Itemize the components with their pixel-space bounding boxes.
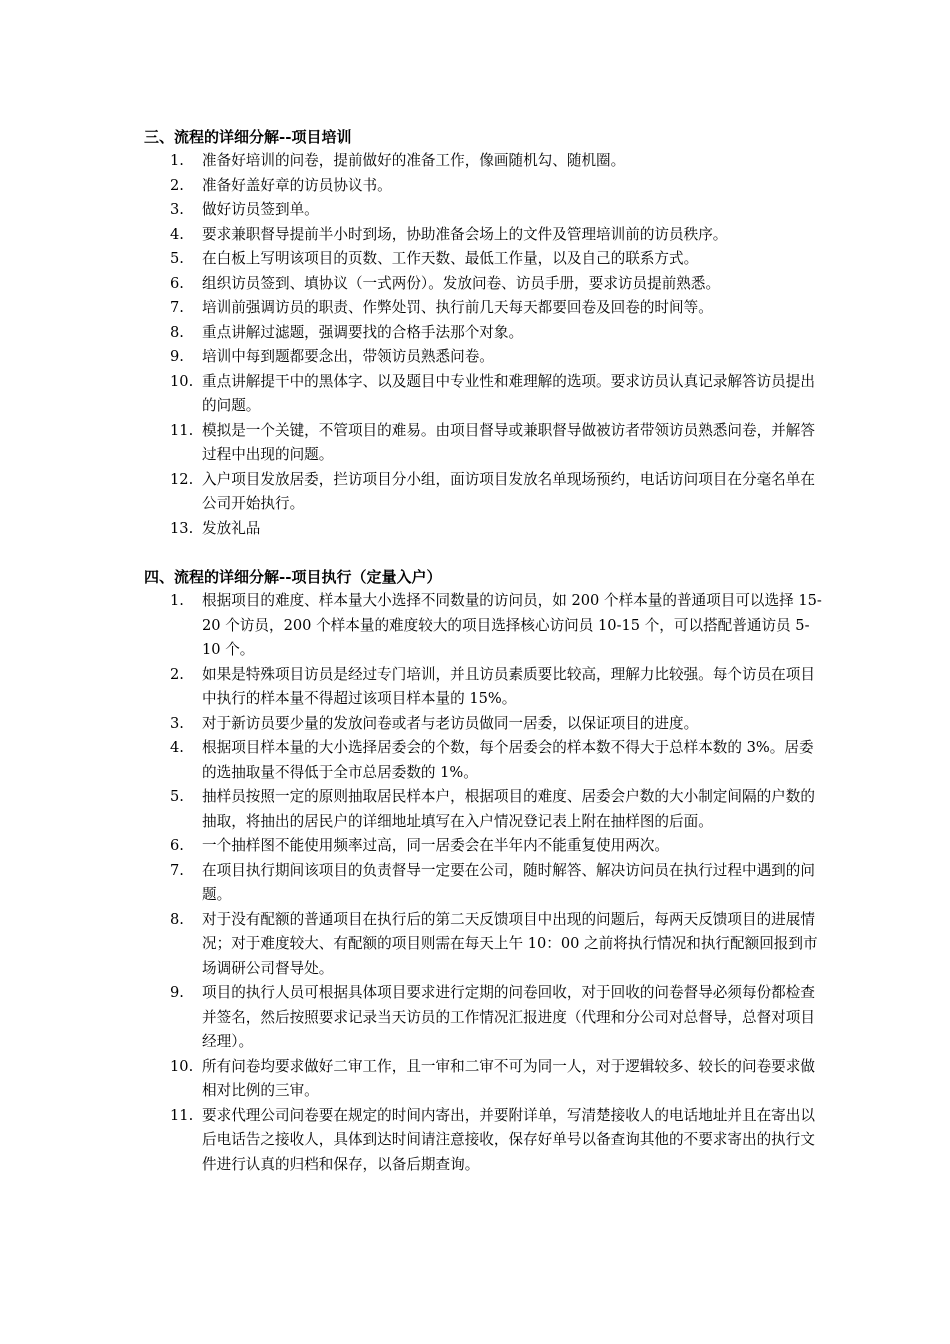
- list-item-text: 准备好培训的问卷，提前做好的准备工作，像画随机勾、随机圈。: [202, 152, 626, 169]
- section-execution: [144, 565, 824, 1177]
- list-item-number: 7.: [170, 299, 184, 316]
- list-item: [144, 223, 824, 248]
- list-item: [144, 517, 824, 542]
- list-item: [144, 712, 824, 737]
- list-item-number: 11.: [170, 1106, 194, 1124]
- list-item: [144, 198, 824, 223]
- list-item-text: 在白板上写明该项目的页数、工作天数、最低工作量，以及自己的联系方式。: [202, 250, 699, 267]
- list-item: [144, 174, 824, 199]
- list-item-text: 发放礼品: [202, 519, 261, 537]
- list-item-text: 项目的执行人员可根据具体项目要求进行定期的问卷回收，对于回收的问卷督导必须每份都检查并签名，然后按照要求记录当天访员的工作情况汇报进度（代理和分公司对总督导，总督对项目经理）。: [202, 984, 815, 1050]
- list-item-number: 2.: [170, 665, 184, 683]
- list-item: [144, 272, 824, 297]
- list-item-text: 要求代理公司问卷要在规定的时间内寄出，并要附详单，写清楚接收人的电话地址并且在寄出以后电话告之接收人，具体到达时间请注意接收，保存好单号以备查询其他的不要求寄出的执行文件进行认真的归档和保存，以备后期查询。: [202, 1106, 815, 1173]
- list-item-text: 所有问卷均要求做好二审工作，且一审和二审不可为同一人，对于逻辑较多、较长的问卷要求做相对比例的三审。: [202, 1057, 815, 1099]
- list-item-text: 一个抽样图不能使用频率过高，同一居委会在半年内不能重复使用两次。: [202, 837, 670, 854]
- list-item-number: 2.: [170, 176, 184, 194]
- section-title-execution: 四、流程的详细分解--项目执行（定量入户）: [144, 568, 442, 586]
- execution-list: [144, 589, 824, 1177]
- list-item-number: 4.: [170, 739, 184, 756]
- list-item-text: 根据项目样本量的大小选择居委会的个数，每个居委会的样本数不得大于总样本数的 3%。居委的选抽取量不得低于全市总居委数的 1%。: [202, 739, 814, 781]
- list-item-number: 1.: [170, 592, 184, 609]
- section-title-training: 三、流程的详细分解--项目培训: [144, 128, 352, 146]
- list-item-text: 准备好盖好章的访员协议书。: [202, 176, 392, 194]
- list-item: [144, 419, 824, 468]
- list-item-number: 6.: [170, 837, 184, 854]
- list-item-text: 对于新访员要少量的发放问卷或者与老访员做同一居委，以保证项目的进度。: [202, 714, 699, 732]
- list-item-number: 12.: [170, 470, 194, 488]
- section-spacer: [144, 541, 824, 565]
- list-item-number: 11.: [170, 421, 194, 439]
- list-item-number: 13.: [170, 519, 194, 537]
- list-item: [144, 1055, 824, 1104]
- list-item-number: 3.: [170, 201, 184, 218]
- list-item-number: 10.: [170, 372, 194, 390]
- list-item-number: 4.: [170, 225, 184, 243]
- list-item-text: 模拟是一个关键，不管项目的难易。由项目督导或兼职督导做被访者带领访员熟悉问卷，并解答过程中出现的问题。: [202, 421, 815, 463]
- list-item-number: 1.: [170, 152, 184, 169]
- list-item-text: 在项目执行期间该项目的负责督导一定要在公司，随时解答、解决访问员在执行过程中遇到的问题。: [202, 861, 815, 903]
- section-training: [144, 125, 824, 541]
- list-item-number: 9.: [170, 348, 184, 365]
- list-item-text: 要求兼职督导提前半小时到场，协助准备会场上的文件及管理培训前的访员秩序。: [202, 225, 728, 243]
- list-item: [144, 247, 824, 272]
- list-item: [144, 981, 824, 1055]
- list-item-text: 抽样员按照一定的原则抽取居民样本户，根据项目的难度、居委会户数的大小制定间隔的户数的抽取，将抽出的居民户的详细地址填写在入户情况登记表上附在抽样图的后面。: [202, 788, 815, 830]
- list-item-number: 5.: [170, 788, 184, 805]
- list-item-text: 对于没有配额的普通项目在执行后的第二天反馈项目中出现的问题后，每两天反馈项目的进展情况；对于难度较大、有配额的项目则需在每天上午 10：00 之前将执行情况和执行配额回报到市场调研公司督导处。: [202, 910, 818, 977]
- document-content: [144, 125, 824, 1177]
- list-item-text: 如果是特殊项目访员是经过专门培训，并且访员素质要比较高，理解力比较强。每个访员在项目中执行的样本量不得超过该项目样本量的 15%。: [202, 665, 815, 707]
- list-item-text: 组织访员签到、填协议（一式两份）。发放问卷、访员手册，要求访员提前熟悉。: [202, 274, 721, 292]
- list-item-number: 8.: [170, 910, 184, 928]
- list-item-text: 入户项目发放居委，拦访项目分小组，面访项目发放名单现场预约，电话访问项目在分毫名单在公司开始执行。: [202, 470, 815, 512]
- list-item: [144, 468, 824, 517]
- list-item: [144, 663, 824, 712]
- list-item: [144, 1104, 824, 1178]
- list-item: [144, 834, 824, 859]
- list-item: [144, 296, 824, 321]
- training-list: [144, 149, 824, 541]
- list-item-text: 培训中每到题都要念出，带领访员熟悉问卷。: [202, 348, 494, 365]
- list-item: [144, 859, 824, 908]
- list-item-number: 3.: [170, 714, 184, 732]
- list-item-number: 8.: [170, 323, 184, 341]
- list-item: [144, 370, 824, 419]
- list-item-text: 根据项目的难度、样本量大小选择不同数量的访问员，如 200 个样本量的普通项目可以选择 15-20 个访员，200 个样本量的难度较大的项目选择核心访问员 10-15 个，可以搭配普通访员 5-10 个。: [202, 592, 822, 658]
- list-item-number: 9.: [170, 984, 184, 1001]
- list-item: [144, 149, 824, 174]
- list-item: [144, 589, 824, 663]
- list-item: [144, 785, 824, 834]
- list-item-text: 重点讲解过滤题，强调要找的合格手法那个对象。: [202, 323, 524, 341]
- list-item: [144, 908, 824, 982]
- list-item: [144, 321, 824, 346]
- list-item: [144, 345, 824, 370]
- list-item: [144, 736, 824, 785]
- list-item-number: 7.: [170, 861, 184, 879]
- list-item-text: 重点讲解提干中的黑体字、以及题目中专业性和难理解的选项。要求访员认真记录解答访员提出的问题。: [202, 372, 815, 414]
- list-item-text: 培训前强调访员的职责、作弊处罚、执行前几天每天都要回卷及回卷的时间等。: [202, 299, 713, 316]
- list-item-number: 6.: [170, 274, 184, 292]
- list-item-text: 做好访员签到单。: [202, 201, 319, 218]
- list-item-number: 10.: [170, 1057, 194, 1075]
- list-item-number: 5.: [170, 250, 184, 267]
